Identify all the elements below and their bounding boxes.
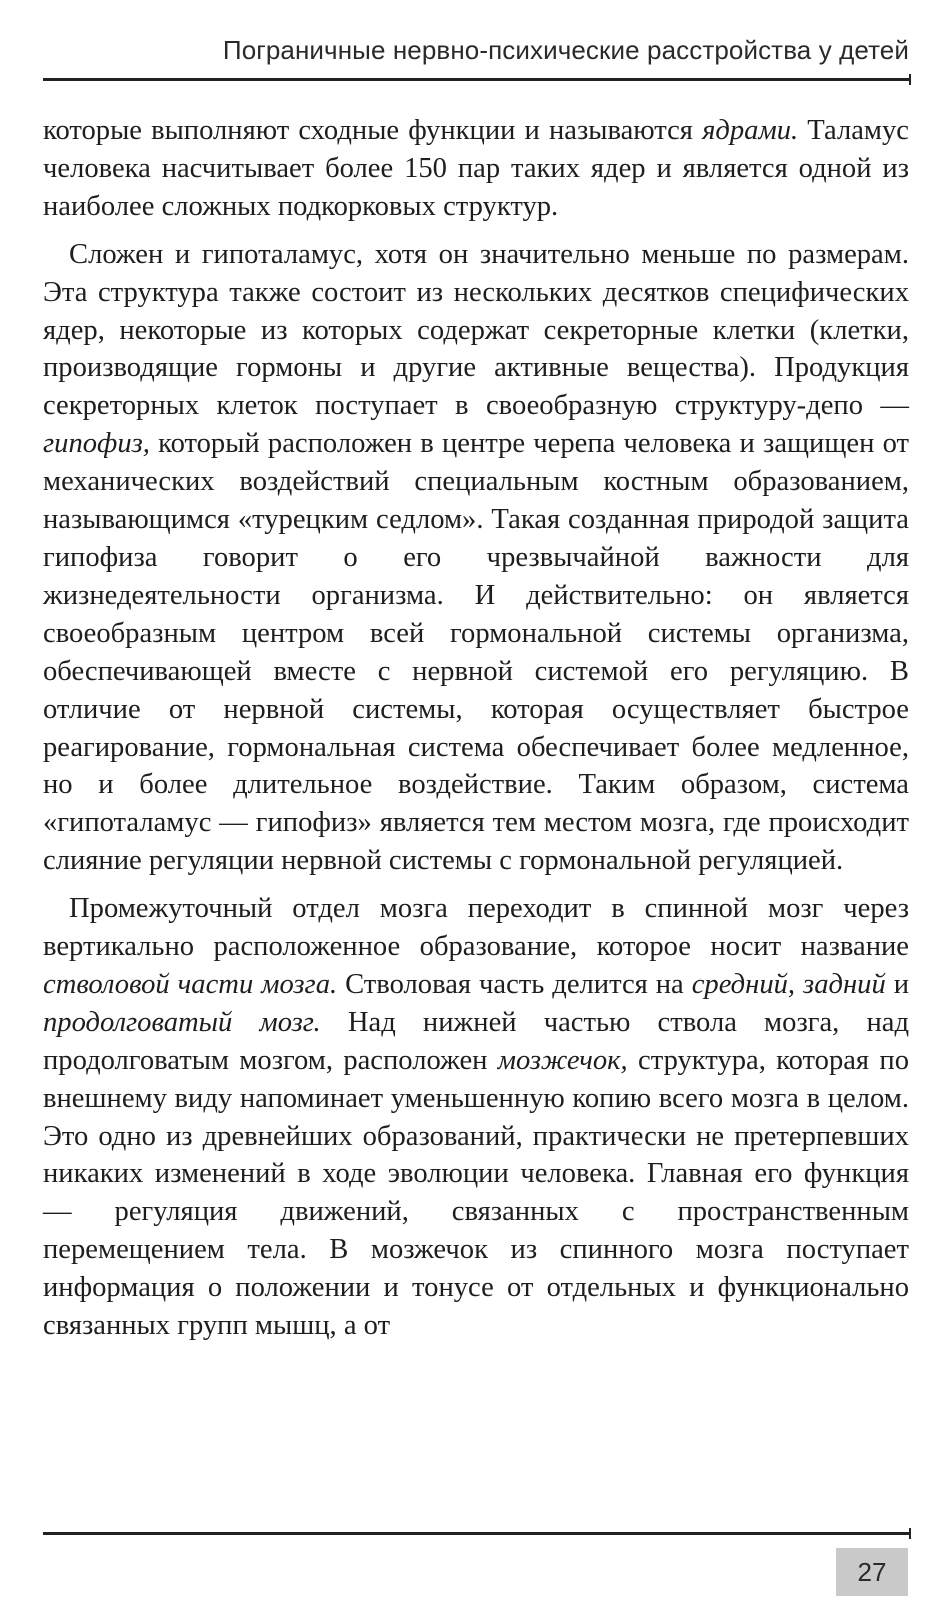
text-segment: Сложен и гипоталамус, хотя он значительно меньше по размерам. Эта структура также состоит из нескольких десятков специфических ядер, некоторые из которых содержат секреторные клетки (клетки, производящие гормоны и другие активные вещества). Продукция секреторных клеток поступает в своеобразную структуру-депо — — [43, 238, 909, 422]
italic-term: ядрами. — [702, 115, 799, 146]
text-segment: Стволовая часть делится на — [337, 968, 692, 1000]
italic-term: мозжечок, — [497, 1044, 628, 1076]
italic-term: средний, задний — [691, 968, 886, 1000]
text-segment: который расположен в центре черепа человека и защищен от механических воздействий специальным костным образованием, называющимся «турецким седлом». Такая созданная природой защита гипофиза говорит о его чрезвычайной важности для жизнедеятельности организма. И действительно: он является своеобразным центром всей гормональной системы организма, обеспечивающей вместе с нервной системой его регуляцию. В отличие от нервной системы, которая осуществляет быстрое реагирование, гормональная система обеспечивает более медленное, но и более длительное воздействие. Таким образом, система «гипоталамус — гипофиз» является тем местом мозга, где происходит слияние регуляции нервной системы с гормональной регуляцией. — [43, 428, 909, 877]
text-segment: Промежуточный отдел мозга переходит в спинной мозг через вертикально расположенное образование, которое носит название — [43, 893, 909, 963]
italic-term: стволовой части мозга. — [43, 968, 338, 1000]
page-number: 27 — [857, 1556, 887, 1587]
italic-term: продолговатый мозг. — [43, 1006, 321, 1038]
paragraph — [43, 112, 909, 226]
footer-rule — [43, 1532, 909, 1535]
paragraph — [43, 890, 909, 1345]
text-segment: Над нижней частью ствола мозга, над продолговатым мозгом, расположен — [43, 1006, 909, 1076]
text-segment: и — [885, 968, 910, 1000]
page-body-text — [43, 112, 909, 1355]
italic-term: гипофиз, — [43, 428, 150, 460]
text-segment: которые выполняют сходные функции и называются — [43, 115, 703, 146]
text-segment: структура, которая по внешнему виду напоминает уменьшенную копию всего мозга в целом. Это одно из древнейших образований, практически не претерпевших никаких изменений в ходе эволюции человека. Главная его функция — регуляция движений, связанных с пространственным перемещением тела. В мозжечок из спинного мозга поступает информация о положении и тонусе от отдельных и функционально связанных групп мышц, а от — [43, 1044, 909, 1342]
running-header: Пограничные нервно-психические расстройства у детей — [222, 35, 909, 65]
page-number-box — [836, 1548, 908, 1596]
header-rule — [43, 78, 909, 81]
text-segment: Таламус человека насчитывает более 150 пар таких ядер и является одной из наиболее сложных подкорковых структур. — [43, 115, 909, 222]
paragraph — [43, 236, 909, 880]
